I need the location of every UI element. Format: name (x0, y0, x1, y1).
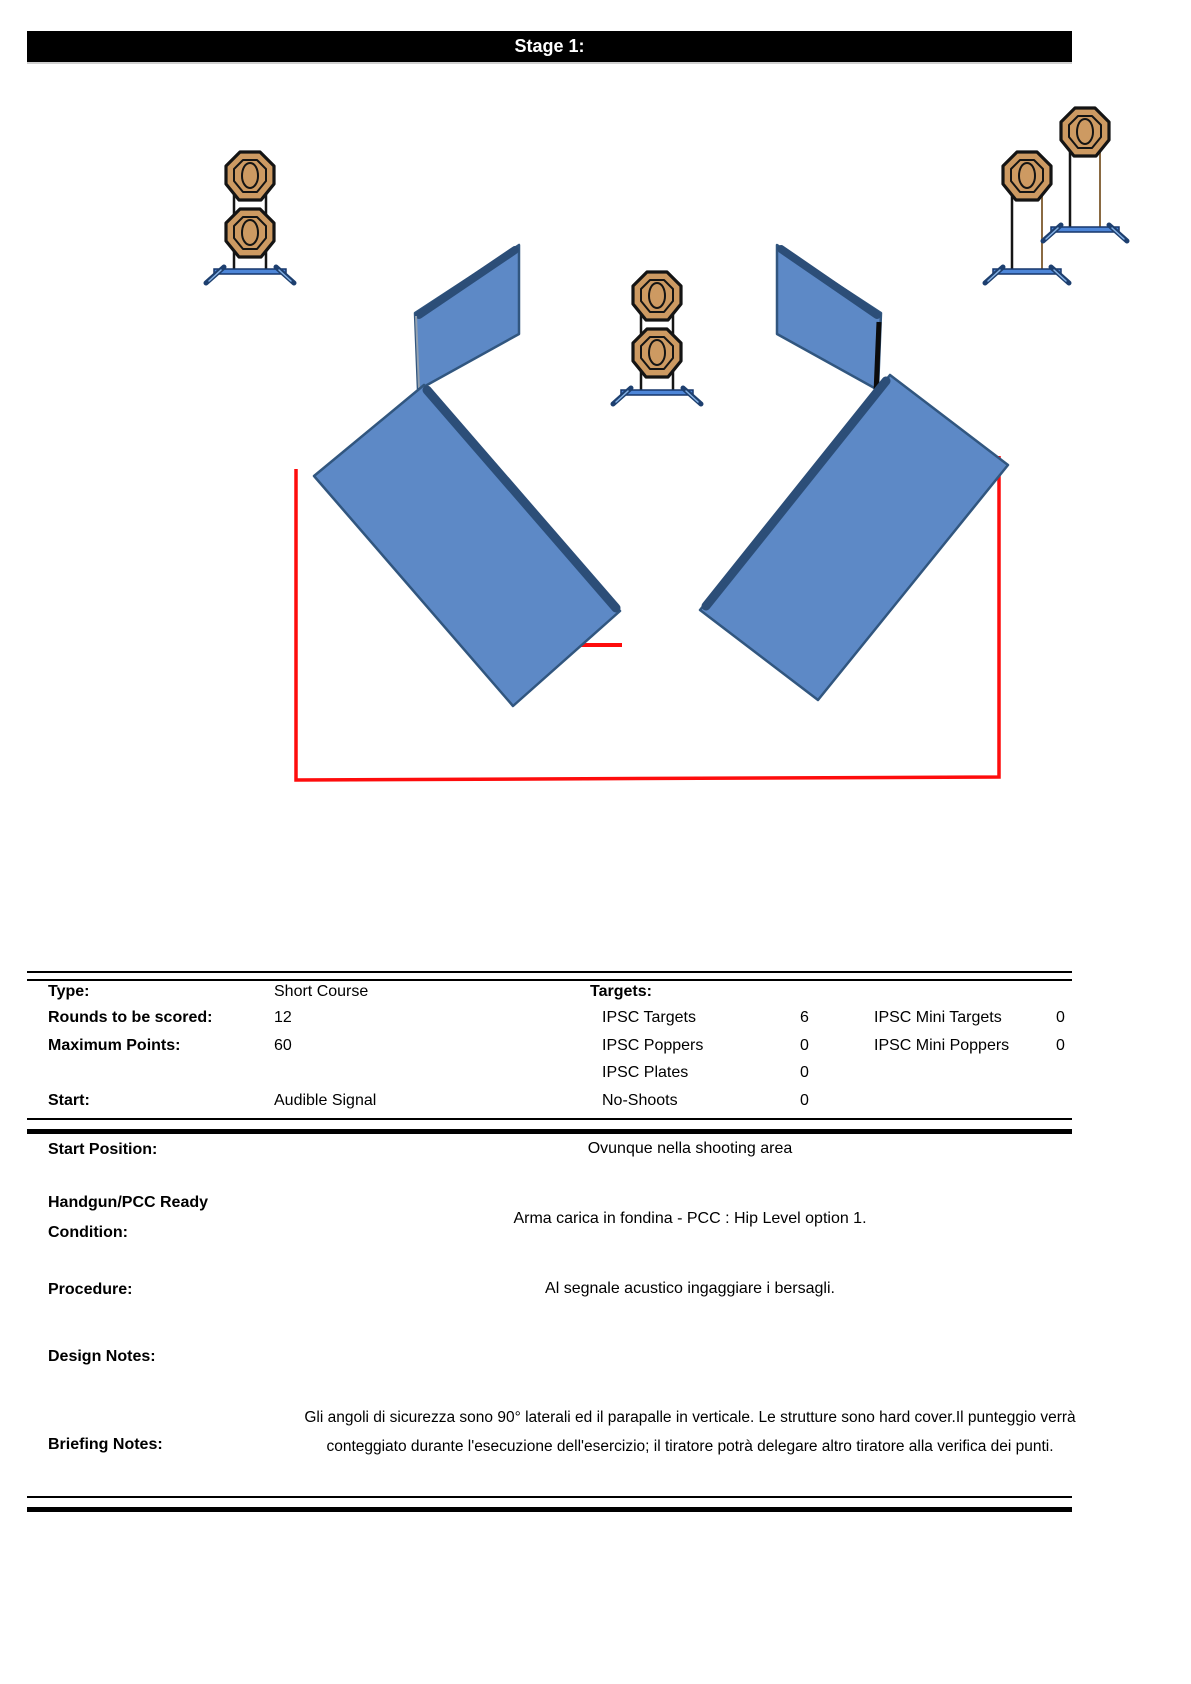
type-value: Short Course (274, 983, 369, 1000)
sheet-bottom-divider (27, 1496, 1072, 1512)
ipsc-targets-count: 6 (800, 1009, 809, 1026)
ready-condition-label-line2: Condition: (48, 1224, 128, 1241)
right-upper-panel-wall (777, 245, 881, 393)
ipsc-mini-poppers-count: 0 (1056, 1037, 1065, 1054)
target-stand-upper-left (206, 152, 294, 283)
briefing-notes-label: Briefing Notes: (48, 1436, 163, 1453)
briefing-notes-value: Gli angoli di sicurezza sono 90° laterali ed il parapalle in verticale. Le strutture sono hard cover.Il punteggio verrà conteggiato durante l'esecuzione dell'esercizio; il tiratore potrà delegare altro tiratore alla verifica dei punti. (304, 1409, 1076, 1455)
ipsc-targets-label: IPSC Targets (602, 1009, 696, 1026)
ipsc-poppers-label: IPSC Poppers (602, 1037, 704, 1054)
target-stand-center (613, 272, 701, 404)
left-upper-panel-wall (415, 245, 519, 390)
stage-title: Stage 1: (514, 36, 585, 56)
start-value: Audible Signal (274, 1092, 377, 1109)
type-label: Type: (48, 983, 90, 1000)
targets-header: Targets: (590, 983, 652, 1000)
start-label: Start: (48, 1092, 90, 1109)
max-points-value: 60 (274, 1037, 292, 1054)
no-shoots-count: 0 (800, 1092, 809, 1109)
left-main-wall (314, 385, 620, 706)
procedure-value: Al segnale acustico ingaggiare i bersagli. (545, 1280, 835, 1297)
start-position-value: Ovunque nella shooting area (587, 1140, 793, 1157)
start-position-label: Start Position: (48, 1141, 158, 1158)
target-stand-upper-right-far (1043, 108, 1127, 241)
rounds-label: Rounds to be scored: (48, 1009, 213, 1026)
ready-condition-value: Arma carica in fondina - PCC : Hip Level option 1. (513, 1210, 867, 1227)
max-points-label: Maximum Points: (48, 1037, 181, 1054)
design-notes-label: Design Notes: (48, 1348, 156, 1365)
ipsc-mini-poppers-label: IPSC Mini Poppers (874, 1037, 1010, 1054)
table-top-divider (27, 971, 1072, 981)
stage-diagram (0, 0, 1191, 830)
table-bottom-divider (27, 1118, 1072, 1134)
target-stand-upper-right-near (985, 152, 1069, 283)
ipsc-poppers-count: 0 (800, 1037, 809, 1054)
ipsc-mini-targets-label: IPSC Mini Targets (874, 1009, 1002, 1026)
ipsc-plates-label: IPSC Plates (602, 1064, 689, 1081)
ipsc-mini-targets-count: 0 (1056, 1009, 1065, 1026)
ipsc-plates-count: 0 (800, 1064, 809, 1081)
no-shoots-label: No-Shoots (602, 1092, 678, 1109)
right-main-wall (700, 375, 1008, 700)
rounds-value: 12 (274, 1009, 292, 1026)
procedure-label: Procedure: (48, 1281, 133, 1298)
stage-header (27, 31, 1072, 62)
ready-condition-label-line1: Handgun/PCC Ready (48, 1194, 209, 1211)
